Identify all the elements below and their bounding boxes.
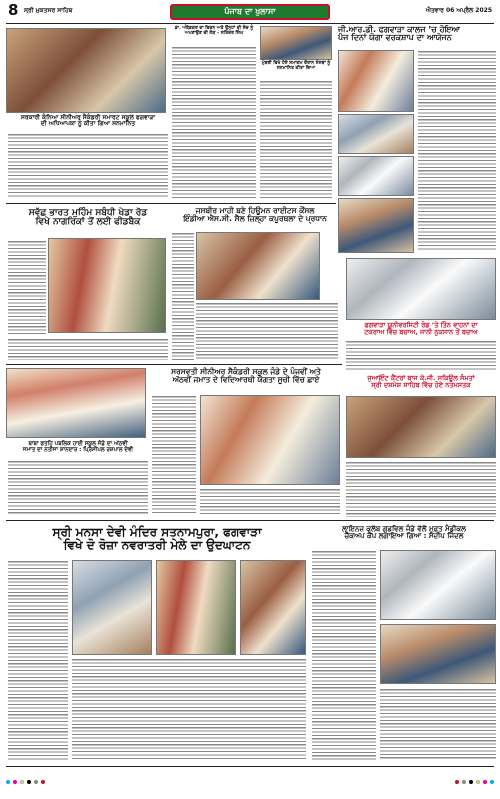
- lions-club-photo-2: [380, 624, 496, 684]
- ambedkar-headline: ਡਾ. ਅੰਬੇਡਕਰ ਦਾ ਵਿਜ਼ਨ ਅਤੇ ਉਨ੍ਹਾਂ ਦੀ ਸੋਚ ਨੂੰ ਅਪਣਾਉਣ ਦੀ ਲੋੜ – ਸਤਿੰਦਰ ਸਿੰਘ: [174, 26, 254, 36]
- yoga-photo-1: [338, 50, 414, 112]
- yellow-dot-icon: [20, 780, 24, 784]
- grey-dot-icon: [462, 780, 466, 784]
- grey-dot-icon: [34, 780, 38, 784]
- gurdwara-headline: [346, 375, 496, 389]
- jande-school-photo: [6, 368, 146, 438]
- issue-date: ਐਤਵਾਰ 06 ਅਪ੍ਰੈਲ 2025: [425, 7, 492, 14]
- cyan-dot-icon: [490, 780, 494, 784]
- black-dot-icon: [469, 780, 473, 784]
- saraswati-headline: [150, 368, 342, 384]
- gurdwara-photo: [346, 396, 496, 458]
- article-body: [8, 338, 168, 360]
- footer-rule: [6, 766, 494, 767]
- article-body: [8, 460, 148, 515]
- headline-line: ਪੰਜ ਦਿਨਾਂ ਯੋਗਾ ਵਰਕਸ਼ਾਪ ਦਾ ਆਯੋਜਨ: [338, 33, 452, 43]
- article-body: [418, 50, 496, 250]
- yoga-photo-3: [338, 156, 414, 196]
- section-rule: [6, 364, 342, 365]
- mahi-headline: [172, 207, 338, 223]
- headline-line: ਸਰਕਾਰੀ ਕੰਨਿਆ ਸੀਨੀਅਰ ਸੈਕੰਡਰੀ ਸਮਾਰਟ ਸਕੂਲ ਫਗਵਾੜਾ: [20, 114, 156, 121]
- headline-line: ਸਰਸਵਤੀ ਸੀਨੀਅਰ ਸੈਕੰਡਰੀ ਸਕੂਲ ਜੰਡੇ ਦੇ ਪੰਜਵੀਂ ਅਤੇ: [171, 367, 321, 376]
- article-body: [8, 133, 168, 198]
- section-title: ਪੰਜਾਬ ਦਾ ਖੁਲਾਸਾ: [224, 7, 276, 16]
- article-body: [260, 80, 332, 198]
- article-body: [8, 240, 46, 335]
- swachh-photo: [48, 238, 166, 333]
- cyan-dot-icon: [6, 780, 10, 784]
- mansa-devi-photo-2: [156, 560, 236, 655]
- article-body: [72, 658, 306, 760]
- saraswati-photo: [200, 395, 340, 485]
- red-dot-icon: [41, 780, 45, 784]
- section-rule: [6, 203, 336, 204]
- headline-line: ਦੀ ਅਧਿਆਪਕਾ ਨੂੰ ਕੀਤਾ ਗਿਆ ਸਨਮਾਨਿਤ: [40, 120, 136, 128]
- masthead: [0, 0, 500, 24]
- accident-photo: [346, 258, 496, 320]
- black-dot-icon: [27, 780, 31, 784]
- headline-line: ਲਾਇਨਜ਼ ਕਲੱਬ ਗੁਡਵਿਲ ਜੰਡੇ ਵੱਲੋਂ ਮੁਫ਼ਤ ਮੈਡੀਕਲ: [342, 525, 466, 533]
- magenta-dot-icon: [483, 780, 487, 784]
- headline-line: ਚੈੱਕਅਪ ਕੈਂਪ ਲਗਾਇਆ ਗਿਆ : ਸੰਦੀਪ ਜਿੰਦਲ: [344, 532, 464, 541]
- mumbai-headline: ਮੁੰਬਈ ਵਿਖੇ ਹੋਏ ਸਮਾਗਮ ਦੌਰਾਨ ਸੰਸਥਾ ਨੂੰ ਸਨਮਾਨਿਤ ਕੀਤਾ ਗਿਆ: [261, 61, 331, 71]
- jande-school-headline: [8, 442, 148, 454]
- headline-line: ਸ੍ਰੀ ਦਸ਼ਮੇਸ਼ ਸਾਹਿਬ ਵਿੱਚ ਹੋਏ ਨਤਮਸਤਕ: [371, 380, 471, 389]
- mansa-devi-photo-1: [72, 560, 152, 655]
- swachh-headline: [8, 209, 168, 228]
- mansa-devi-headline: [8, 526, 306, 551]
- article-body: [346, 461, 496, 517]
- magenta-dot-icon: [13, 780, 17, 784]
- headline-line: ਸਵੱਛ ਭਾਰਤ ਮੁਹਿੰਮ ਸਬੰਧੀ ਖੇਡਾ ਰੋਡ: [28, 208, 148, 218]
- article-body: [172, 232, 194, 360]
- yoga-photo-2: [338, 114, 414, 154]
- red-dot-icon: [455, 780, 459, 784]
- teacher-honour-photo: [6, 28, 166, 113]
- lions-club-photo-1: [380, 550, 496, 620]
- headline-line: ਵਿਖੇ ਦੋ ਰੋਜ਼ਾ ਨਵਰਾਤਰੀ ਮੇਲੇ ਦਾ ਉਦਘਾਟਨ: [63, 537, 251, 552]
- headline-line: ਜੁਆਇੰਟ ਕੈਂਟਰਾਂ ਬਾਜ ਕੇ.ਜੀ. ਸਕਿਊਲ ਸੰਮਤਾਂ: [367, 374, 475, 382]
- mansa-devi-photo-3: [240, 560, 306, 655]
- headline-line: ਇੰਡੀਆ ਐਸ.ਸੀ. ਸੈਲ ਜ਼ਿਲ੍ਹਾ ਕਪੂਰਥਲਾ ਦੇ ਪ੍ਰਧਾਨ: [183, 213, 327, 223]
- article-body: [200, 488, 340, 515]
- headline-line: ਅੱਠਵੀਂ ਜਮਾਤ ਦੇ ਵਿਦਿਆਰਥੀ ਯੋਗਤਾ ਸੂਚੀ ਵਿੱਚ ਛਾਏ: [172, 374, 320, 384]
- headline-line: ਜਮਾਤ ਦਾ ਨਤੀਜਾ ਸ਼ਾਨਦਾਰ : ਪ੍ਰਿੰਸੀਪਲ ਰਸ਼ਪਾਲ ਦੇਵੀ: [22, 446, 134, 453]
- masthead-rule: [6, 23, 494, 24]
- article-body: [346, 340, 496, 372]
- headline-line: ਸ੍ਰੀ ਮਨਸਾ ਦੇਵੀ ਮੰਦਿਰ ਸਤਨਾਮਪੁਰਾ, ਫਗਵਾੜਾ: [52, 525, 262, 539]
- section-banner: [170, 4, 330, 20]
- headline-line: ਜੀ.ਆਰ.ਡੀ. ਫਗਵਾੜਾ ਕਾਲਜ ’ਚ ਹੋਇਆ: [338, 25, 461, 34]
- article-body: [8, 560, 68, 760]
- teacher-honour-headline: [10, 115, 166, 128]
- accident-headline: [346, 322, 496, 336]
- mahi-photo: [196, 232, 320, 300]
- paper-name: ਸ੍ਰੀ ਮੁਕਤਸਰ ਸਾਹਿਬ: [24, 7, 73, 14]
- yoga-photo-4: [338, 198, 414, 253]
- lions-club-headline: [312, 526, 496, 541]
- registration-dots: [6, 772, 494, 792]
- headline-line: ਵਿਖੇ ਨਾਗਰਿਕਾਂ ਤੋਂ ਲਈ ਫੀਡਬੈਕ: [35, 217, 141, 228]
- article-body: [312, 550, 376, 760]
- page-number: 8: [8, 1, 19, 19]
- headline-line: ਬਾਬਾ ਫਤਹਿ ਪਬਲਿਕ ਹਾਈ ਸਕੂਲ ਜੰਡੇ ਦਾ ਅੱਠਵੀਂ: [28, 441, 128, 447]
- mumbai-event-photo: [260, 26, 332, 60]
- article-body: [172, 46, 256, 198]
- headline-line: ਜਸਬੀਰ ਮਾਹੀ ਬਣੇ ਹਿਊਮਨ ਰਾਈਟਸ ਕੌਂਸਲ: [195, 206, 315, 215]
- yellow-dot-icon: [476, 780, 480, 784]
- section-rule: [6, 520, 494, 521]
- article-body: [380, 688, 496, 760]
- headline-line: ਫਗਵਾੜਾ ਯੂਨੀਵਰਸਿਟੀ ਰੋਡ ’ਤੇ ਤਿੰਨ ਵਾਹਨਾਂ ਦਾ: [364, 321, 478, 329]
- article-body: [152, 395, 196, 515]
- headline-line: ਟਕਰਾਅ ਵਿੱਚ ਬਚਾਅ, ਜਾਨੀ ਨੁਕਸਾਨ ਤੋਂ ਬਚਾਅ: [364, 327, 478, 336]
- yoga-workshop-headline: [338, 26, 496, 43]
- article-body: [196, 302, 338, 360]
